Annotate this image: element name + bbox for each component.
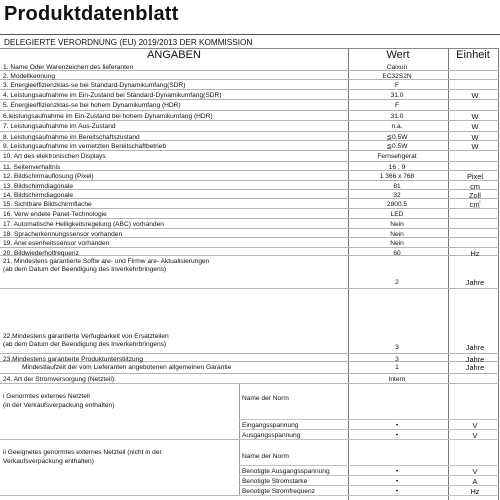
psu-section-label-line2: (in der Verkaufsverpackung enthalten): [3, 402, 115, 409]
row-label: 20. Bildwiederholfrequenz: [3, 250, 79, 257]
psu-section-label-line2: Verkaufsverpackung enthalten): [3, 458, 94, 465]
psu-item-unit: A: [472, 477, 478, 486]
psu-item-value: •: [395, 468, 399, 475]
row-unit: Pixel: [466, 172, 484, 181]
row-value: 2800.5: [386, 201, 408, 208]
row-label: 2. Modellkennung: [3, 73, 56, 80]
psu-item-label: Name der Norm: [242, 453, 289, 460]
row-label: 11. Seitenverhaltnis: [3, 164, 61, 171]
row-label: 19. Anw esenheitssensor vorhanden: [3, 240, 110, 247]
row-value: LED: [390, 211, 404, 218]
document-title: Produktdatenblatt: [4, 3, 179, 25]
row-label: 1. Name Oder Warenzeichen des lieferanten: [3, 64, 134, 71]
row-value: 2: [395, 279, 399, 286]
regulation-heading: DELEGIERTE VERORDNUNG (EU) 2019/2013 DER KOMMISSION: [4, 38, 253, 47]
row-unit: Jahre: [465, 278, 485, 287]
row-unit: Jahre: [465, 355, 485, 364]
row-label: 22.Mindestens garantierte Verfugbarkeit von Ersatzteilen: [3, 333, 169, 340]
row-label-line2: (ab dem Datum der Beendigung des Inverkehrbringens): [3, 266, 167, 273]
row-label: 14. Bildschirmdiagonale: [3, 192, 74, 199]
row-label: 17. Automatische Helligkeitsregelung (ABC) vorhanden: [3, 221, 164, 228]
row-value: EC32S2N: [382, 73, 412, 80]
row-unit: Jahre: [465, 363, 485, 372]
row-value: 16 : 9: [388, 164, 406, 171]
row-label: 3. Energieeffizienzklas-se bei Standard-Dynamikumfang(SDR): [3, 82, 186, 89]
row-unit: W: [471, 91, 479, 100]
row-label: 15. Sichtbare Bildschirmflache: [3, 201, 92, 208]
column-header-wert: Wert: [386, 49, 410, 61]
psu-item-value: •: [395, 422, 399, 429]
row-value: 3: [395, 356, 399, 363]
row-value: Nein: [390, 231, 404, 238]
row-unit: c㎡: [469, 200, 481, 209]
row-value: n.a.: [391, 123, 403, 130]
psu-item-value: •: [395, 478, 399, 485]
row-label-line2: (ab dem Datum der Beendigung des Inverkehrbringens): [3, 341, 167, 348]
row-label: 21. Mindestens garantierte Softw are- und Firmw are- Aktualisierungen: [3, 258, 210, 265]
row-value: 1: [395, 364, 399, 371]
psu-item-label: Ausgangsspannung: [242, 432, 301, 439]
title-divider: [0, 34, 500, 35]
row-value: 81: [393, 183, 401, 190]
column-header-einheit: Einheit: [456, 49, 490, 61]
row-label: 6.leistungsaufnahme im Ein-Zustand bei hohem Dynamikumfang (HDR): [3, 113, 213, 120]
row-value: 31.0: [390, 113, 404, 120]
row-unit: Jahre: [465, 343, 485, 352]
row-value: F: [394, 82, 400, 89]
row-unit: Hz: [470, 249, 480, 258]
row-unit: W: [471, 112, 479, 121]
row-label: Mindestlaufzeit der vom Lieferanten angebotenen allgemeinen Garantie: [22, 364, 232, 371]
row-value: Intern: [388, 376, 406, 383]
row-label: 5. Energieeffizienzklas-se bei hohem Dynamikumfang (HDR): [3, 102, 181, 109]
psu-section-label: ii Geeignetes genormtes externes Netzteil (nicht in der: [3, 449, 162, 456]
row-value: 60: [393, 250, 401, 257]
psu-section-label: i Genormtes externes Netzteil: [3, 393, 90, 400]
row-value: 32: [393, 192, 401, 199]
psu-item-label: Benotigte Ausgangsspannung: [242, 468, 330, 475]
row-label: 12. Bildschirmauflosung (Pixel): [3, 173, 94, 180]
row-unit: W: [471, 133, 479, 142]
row-label: 7. Leistungsaufnahme im Aus-Zustand: [3, 123, 116, 130]
row-label: 8. Leistungsaufnahme im Bereitschaftszustand: [3, 134, 140, 141]
row-unit: Zoll: [469, 191, 481, 200]
psu-item-label: Eingangsspannung: [242, 422, 299, 429]
row-unit: W: [471, 122, 479, 131]
row-label: 16. Verw endete Panel-Technologie: [3, 211, 107, 218]
row-value: Nein: [390, 240, 404, 247]
psu-item-value: •: [395, 488, 399, 495]
psu-item-unit: V: [472, 421, 478, 430]
psu-item-label: Benotigte Stromstarke: [242, 478, 308, 485]
row-unit: W: [471, 142, 479, 151]
row-label: 4. Leistungsaufnahme im Ein-Zustand bei Standard-Dynamikumfang(SDR): [3, 92, 222, 99]
psu-item-unit: Hz: [470, 487, 480, 496]
row-value: ≦0.5W: [386, 143, 408, 150]
row-value: ≦0.5W: [386, 134, 408, 141]
row-unit: cm: [470, 182, 480, 191]
row-label: 23.Mindestens garantierte Produktunterstiitzung: [3, 356, 144, 363]
column-header-angaben: ANGABEN: [147, 49, 201, 61]
psu-item-unit: V: [472, 467, 478, 476]
row-label: 9. Leistungsaufnahme im vernetzten Bereitschaftbetrieb: [3, 143, 167, 150]
psu-item-value: •: [395, 432, 399, 439]
row-label: 24. Art der Stromversorgung (Netzteil):: [3, 376, 116, 383]
row-value: F: [394, 102, 400, 109]
row-value: 31.0: [390, 92, 404, 99]
psu-item-label: Name der Norm: [242, 395, 289, 402]
row-value: Fernsehgerat: [377, 153, 417, 160]
row-label: 10. Art des elektronischen Displays: [3, 153, 106, 160]
psu-item-unit: V: [472, 431, 478, 440]
row-value: 1 366 x 768: [379, 173, 415, 180]
psu-item-label: Benotigte Stromfrequenz: [242, 488, 315, 495]
row-label: 18. Spracherkennungssensor vorhanden: [3, 231, 123, 238]
row-value: Nein: [390, 221, 404, 228]
row-value: 3: [395, 344, 399, 351]
row-value: Caixun: [386, 64, 408, 71]
row-label: 13. Bildschirmdiagonale: [3, 183, 74, 190]
